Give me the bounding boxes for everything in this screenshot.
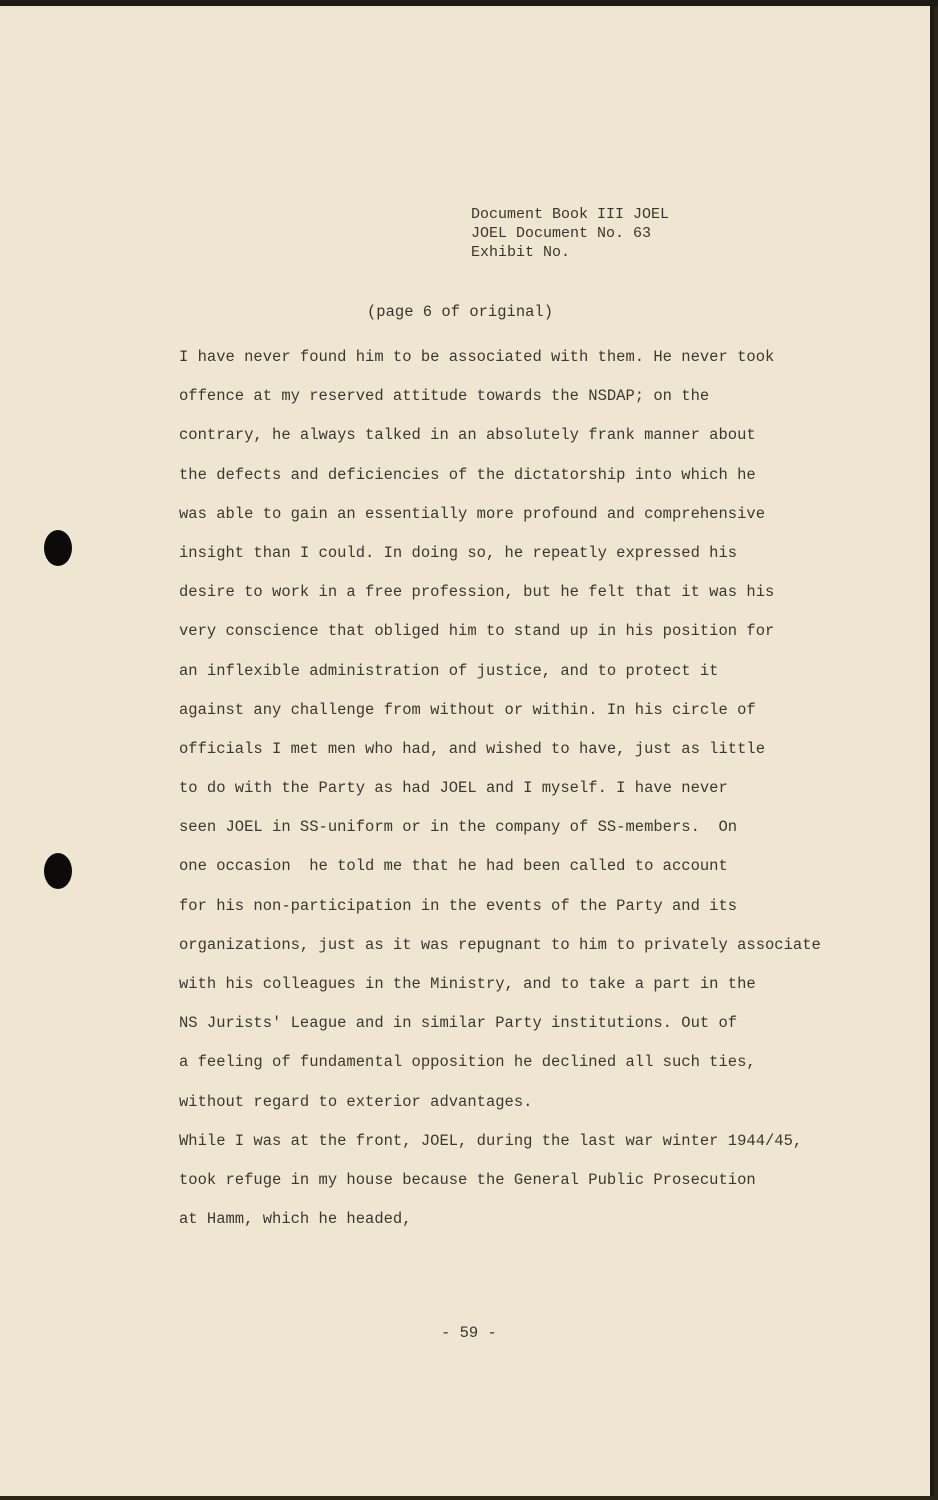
document-header — [471, 205, 669, 262]
punch-hole — [44, 853, 72, 889]
body-line: While I was at the front, JOEL, during the last war winter 1944/45, — [179, 1131, 803, 1150]
body-line: desire to work in a free profession, but he felt that it was his — [179, 583, 775, 602]
body-line: NS Jurists' League and in similar Party institutions. Out of — [179, 1014, 738, 1033]
body-line: with his colleagues in the Ministry, and to take a part in the — [179, 975, 756, 993]
body-line: insight than I could. In doing so, he repeatly expressed his — [179, 543, 738, 562]
body-line: offence at my reserved attitude towards the NSDAP; on the — [179, 387, 710, 406]
body-line: contrary, he always talked in an absolutely frank manner about — [179, 426, 756, 445]
page-number: - 59 - — [441, 1324, 497, 1342]
body-line: an inflexible administration of justice, and to protect it — [179, 661, 719, 680]
body-line: very conscience that obliged him to stand up in his position for — [179, 622, 775, 641]
document-book-line: Document Book III JOEL — [471, 206, 670, 223]
body-line: the defects and deficiencies of the dictatorship into which he — [179, 465, 756, 484]
body-line: took refuge in my house because the General Public Prosecution — [179, 1170, 756, 1189]
body-line: without regard to exterior advantages. — [179, 1092, 533, 1111]
body-line: to do with the Party as had JOEL and I myself. I have never — [179, 779, 728, 798]
original-page-note: (page 6 of original) — [367, 303, 554, 321]
document-number-line: JOEL Document No. 63 — [471, 225, 652, 242]
body-line: seen JOEL in SS-uniform or in the company of SS-members. On — [179, 818, 738, 837]
body-line: organizations, just as it was repugnant to him to privately associate — [179, 935, 821, 954]
punch-hole — [44, 530, 72, 566]
body-line: against any challenge from without or within. In his circle of — [179, 700, 756, 719]
body-line: at Hamm, which he headed, — [179, 1210, 412, 1229]
body-line: for his non-participation in the events of the Party and its — [179, 896, 738, 915]
exhibit-number-line: Exhibit No. — [471, 244, 571, 261]
body-line: a feeling of fundamental opposition he declined all such ties, — [179, 1053, 756, 1072]
document-page — [0, 6, 934, 1496]
body-line: I have never found him to be associated with them. He never took — [179, 348, 775, 366]
body-line: officials I met men who had, and wished to have, just as little — [179, 739, 765, 758]
body-text — [179, 344, 821, 1245]
body-line: was able to gain an essentially more profound and comprehensive — [179, 504, 765, 523]
body-line: one occasion he told me that he had been called to account — [179, 857, 728, 876]
